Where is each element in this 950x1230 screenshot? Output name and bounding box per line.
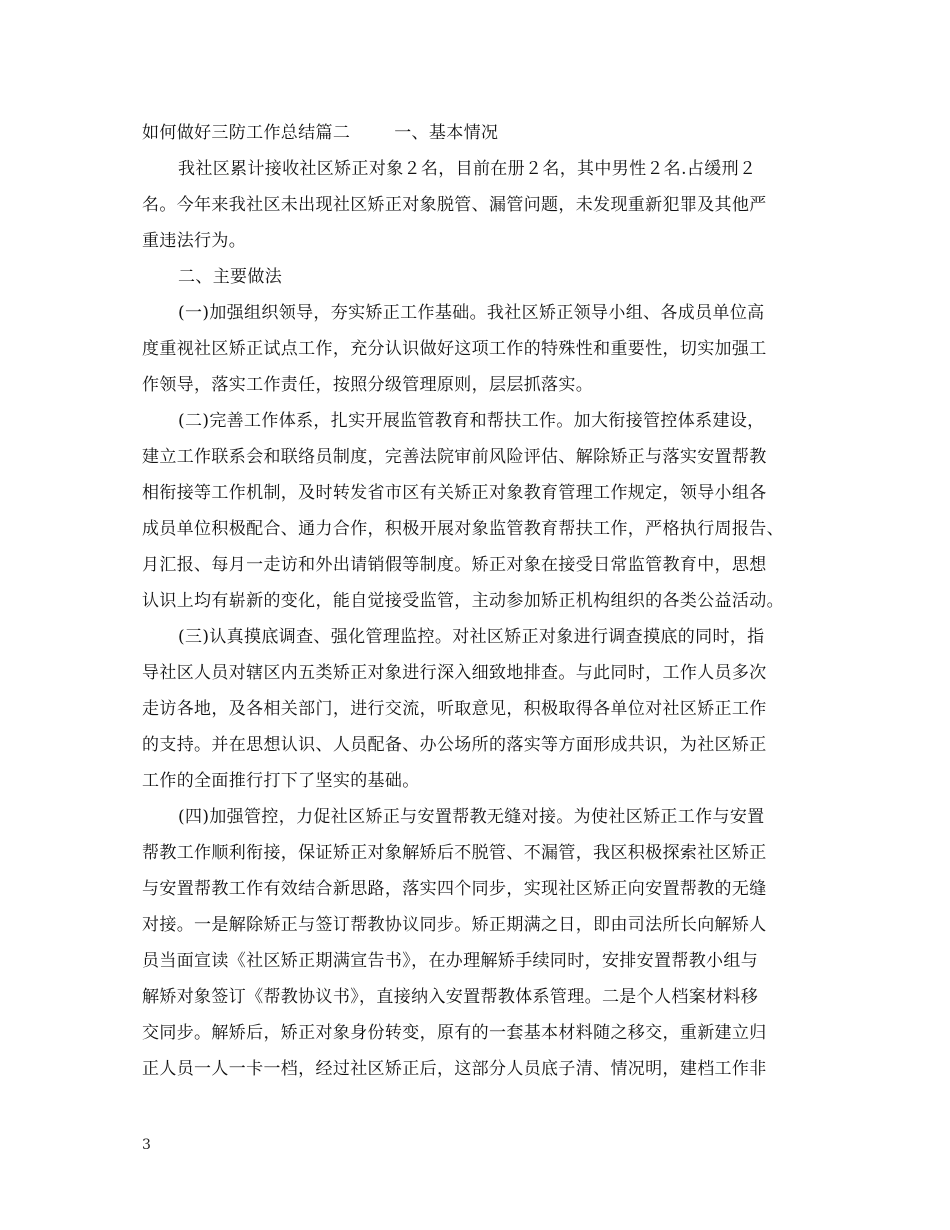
paragraph-line: 对接。一是解除矫正与签订帮教协议同步。矫正期满之日，即由司法所长向解矫人 — [142, 915, 767, 935]
paragraph-line: 帮教工作顺利衔接，保证矫正对象解矫后不脱管、不漏管，我区积极探索社区矫正 — [142, 843, 767, 863]
document-title: 如何做好三防工作总结篇二 — [142, 123, 351, 143]
paragraph-line: (二)完善工作体系，扎实开展监管教育和帮扶工作。加大衔接管控体系建设， — [178, 411, 765, 431]
paragraph-line: 我社区累计接收社区矫正对象２名，目前在册２名，其中男性２名.占缓刑２ — [178, 159, 757, 179]
paragraph-line: 度重视社区矫正试点工作，充分认识做好这项工作的特殊性和重要性，切实加强工 — [142, 339, 767, 359]
paragraph-line: 解矫对象签订《帮教协议书》，直接纳入安置帮教体系管理。二是个人档案材料移 — [142, 987, 759, 1007]
paragraph-line: 成员单位积极配合、通力合作，积极开展对象监管教育帮扶工作，严格执行周报告、 — [142, 519, 784, 539]
paragraph-line: 正人员一人一卡一档，经过社区矫正后，这部分人员底子清、情况明，建档工作非 — [142, 1059, 767, 1079]
paragraph-line: (一)加强组织领导，夯实矫正工作基础。我社区矫正领导小组、各成员单位高 — [178, 303, 765, 323]
paragraph-line: 认识上均有崭新的变化，能自觉接受监管，主动参加矫正机构组织的各类公益活动。 — [142, 591, 784, 611]
paragraph-line: 员当面宣读《社区矫正期满宣告书》，在办理解矫手续同时，安排安置帮教小组与 — [142, 951, 759, 971]
paragraph-line: (三)认真摸底调查、强化管理监控。对社区矫正对象进行调查摸底的同时，指 — [178, 627, 765, 647]
paragraph-line: 名。今年来我社区未出现社区矫正对象脱管、漏管问题，未发现重新犯罪及其他严 — [142, 195, 767, 215]
paragraph-line: 交同步。解矫后，矫正对象身份转变，原有的一套基本材料随之移交，重新建立归 — [142, 1023, 767, 1043]
paragraph-line: 建立工作联系会和联络员制度，完善法院审前风险评估、解除矫正与落实安置帮教 — [142, 447, 767, 467]
title-line — [142, 121, 498, 145]
paragraph-line: 导社区人员对辖区内五类矫正对象进行深入细致地排查。与此同时，工作人员多次 — [142, 663, 767, 683]
paragraph-line: 工作的全面推行打下了坚实的基础。 — [142, 771, 420, 791]
paragraph-line: 月汇报、每月一走访和外出请销假等制度。矫正对象在接受日常监管教育中，思想 — [142, 555, 767, 575]
section-heading: 二、主要做法 — [178, 267, 283, 287]
paragraph-line: 相衔接等工作机制，及时转发省市区有关矫正对象教育管理工作规定，领导小组各 — [142, 483, 767, 503]
page-number: 3 — [142, 1137, 151, 1153]
paragraph-line: 的支持。并在思想认识、人员配备、办公场所的落实等方面形成共识，为社区矫正 — [142, 735, 767, 755]
paragraph-line: 与安置帮教工作有效结合新思路，落实四个同步，实现社区矫正向安置帮教的无缝 — [142, 879, 767, 899]
paragraph-line: 重违法行为。 — [142, 231, 247, 251]
paragraph-line: (四)加强管控，力促社区矫正与安置帮教无缝对接。为使社区矫正工作与安置 — [178, 807, 765, 827]
paragraph-line: 走访各地，及各相关部门，进行交流，听取意见，积极取得各单位对社区矫正工作 — [142, 699, 767, 719]
paragraph-line: 作领导，落实工作责任，按照分级管理原则，层层抓落实。 — [142, 375, 594, 395]
section-heading: 一、基本情况 — [394, 123, 499, 143]
